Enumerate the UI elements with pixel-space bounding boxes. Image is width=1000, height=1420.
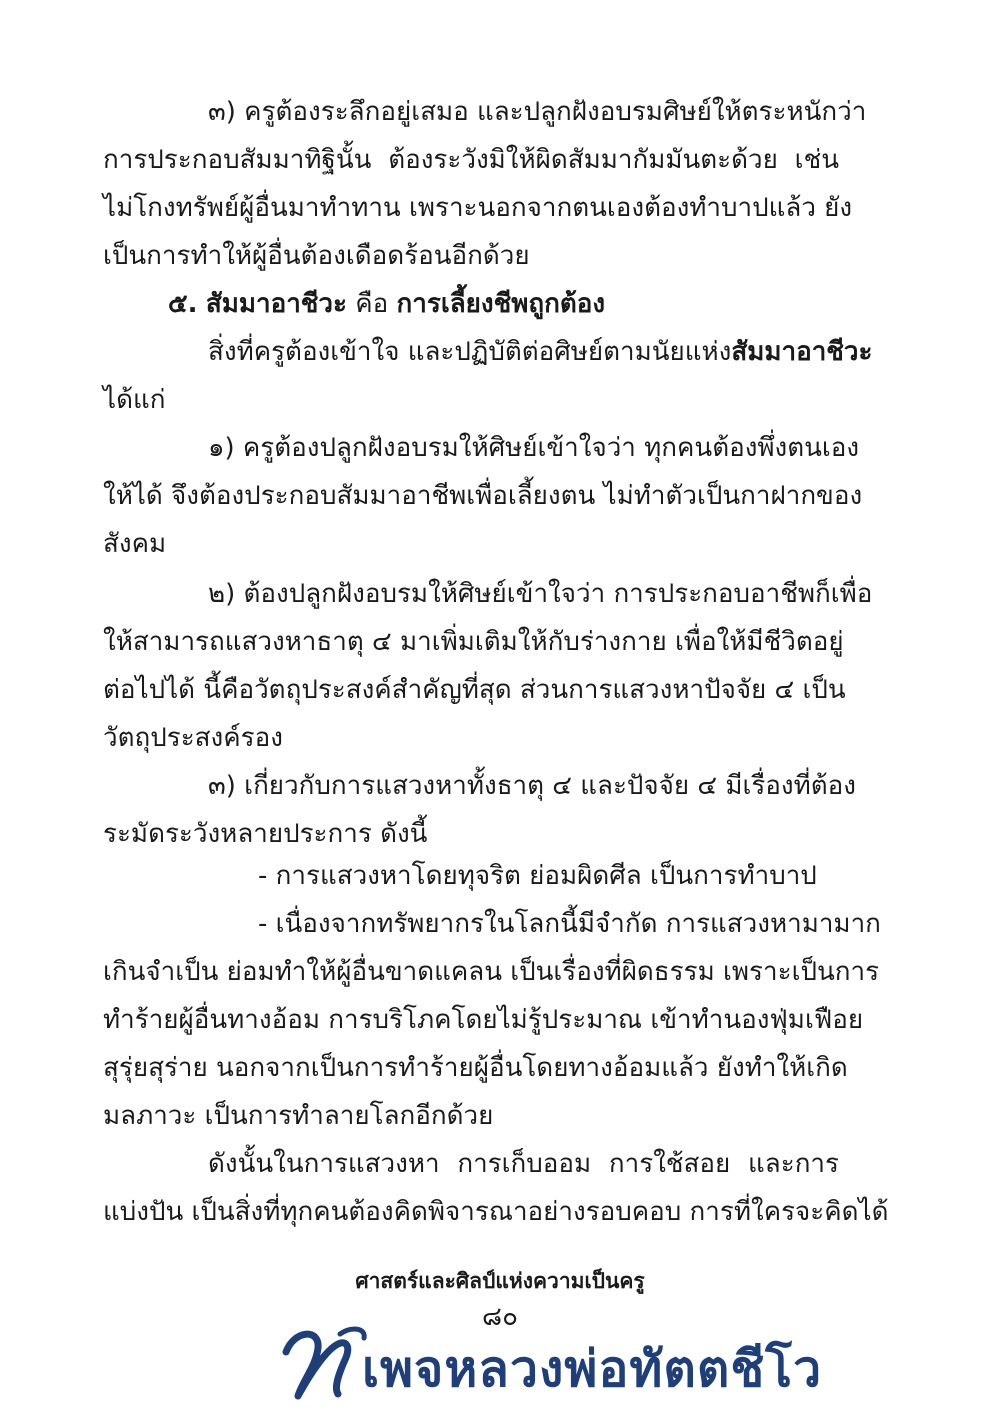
- text-line: ได้แก่: [103, 385, 166, 415]
- text-line: ต่อไปได้ นี้คือวัตถุประสงค์สำคัญที่สุด ส่วนการแสวงหาปัจจัย ๔ เป็น: [103, 675, 846, 705]
- bold-term: สัมมาอาชีวะ: [731, 337, 873, 367]
- text-line: สุรุ่ยสุร่าย นอกจากเป็นการทำร้ายผู้อื่นโดยทางอ้อมแล้ว ยังทำให้เกิด: [103, 1053, 848, 1083]
- text-line: แบ่งปัน เป็นสิ่งที่ทุกคนต้องคิดพิจารณาอย่างรอบคอบ การที่ใครจะคิดได้: [103, 1197, 889, 1227]
- text-line: ๓) เกี่ยวกับการแสวงหาทั้งธาตุ ๔ และปัจจัย ๔ มีเรื่องที่ต้อง: [208, 771, 856, 801]
- text-line: ๓) ครูต้องระลึกอยู่เสมอ และปลูกฝังอบรมศิษย์ให้ตระหนักว่า: [208, 97, 867, 127]
- text-line: ดังนั้นในการแสวงหา การเก็บออม การใช้สอย และการ: [208, 1149, 839, 1179]
- text-line: ระมัดระวังหลายประการ ดังนี้: [103, 819, 428, 849]
- text-line: ๑) ครูต้องปลูกฝังอบรมให้ศิษย์เข้าใจว่า ทุกคนต้องพึ่งตนเอง: [208, 433, 860, 463]
- text-line: เกินจำเป็น ย่อมทำให้ผู้อื่นขาดแคลน เป็นเรื่องที่ผิดธรรม เพราะเป็นการ: [103, 957, 880, 987]
- text-line: ๒) ต้องปลูกฝังอบรมให้ศิษย์เข้าใจว่า การประกอบอาชีพก็เพื่อ: [208, 579, 873, 609]
- section-definition: การเลี้ยงชีพถูกต้อง: [396, 289, 606, 319]
- text-line: การประกอบสัมมาทิฐินั้น ต้องระวังมิให้ผิดสัมมากัมมันตะด้วย เช่น: [103, 145, 839, 175]
- text-line: [208, 332, 873, 372]
- text-line: มลภาวะ เป็นการทำลายโลกอีกด้วย: [103, 1101, 494, 1131]
- logo-mark-icon: [280, 1322, 370, 1402]
- text-line: วัตถุประสงค์รอง: [103, 723, 283, 753]
- book-title: ศาสตร์และศิลป์แห่งความเป็นครู: [355, 1269, 645, 1293]
- logo-text: เพจหลวงพ่อทัตตชีโว: [362, 1340, 823, 1398]
- page-number: ๘๐: [482, 1302, 518, 1332]
- section-number: ๕.: [168, 289, 198, 319]
- text-line: ทำร้ายผู้อื่นทางอ้อม การบริโภคโดยไม่รู้ประมาณ เข้าทำนองฟุ่มเฟือย: [103, 1005, 864, 1035]
- bullet-item: - การแสวงหาโดยทุจริต ย่อมผิดศีล เป็นการทำบาป: [258, 861, 817, 891]
- text-line: เป็นการทำให้ผู้อื่นต้องเดือดร้อนอีกด้วย: [103, 241, 530, 271]
- text-line: ให้ได้ จึงต้องประกอบสัมมาอาชีพเพื่อเลี้ยงตน ไม่ทำตัวเป็นกาฝากของ: [103, 481, 863, 511]
- section-term: สัมมาอาชีวะ: [205, 289, 347, 319]
- text-line: สังคม: [103, 529, 167, 559]
- page-logo: [280, 1322, 823, 1402]
- section-connector: คือ: [355, 289, 389, 319]
- text-segment: สิ่งที่ครูต้องเข้าใจ และปฏิบัติต่อศิษย์ตามนัยแห่ง: [208, 337, 732, 367]
- text-line: ไม่โกงทรัพย์ผู้อื่นมาทำทาน เพราะนอกจากตนเองต้องทำบาปแล้ว ยัง: [103, 193, 853, 223]
- section-heading: [168, 284, 605, 324]
- bullet-item: - เนื่องจากทรัพยากรในโลกนี้มีจำกัด การแสวงหามามาก: [258, 909, 881, 939]
- text-line: ให้สามารถแสวงหาธาตุ ๔ มาเพิ่มเติมให้กับร่างกาย เพื่อให้มีชีวิตอยู่: [103, 627, 844, 657]
